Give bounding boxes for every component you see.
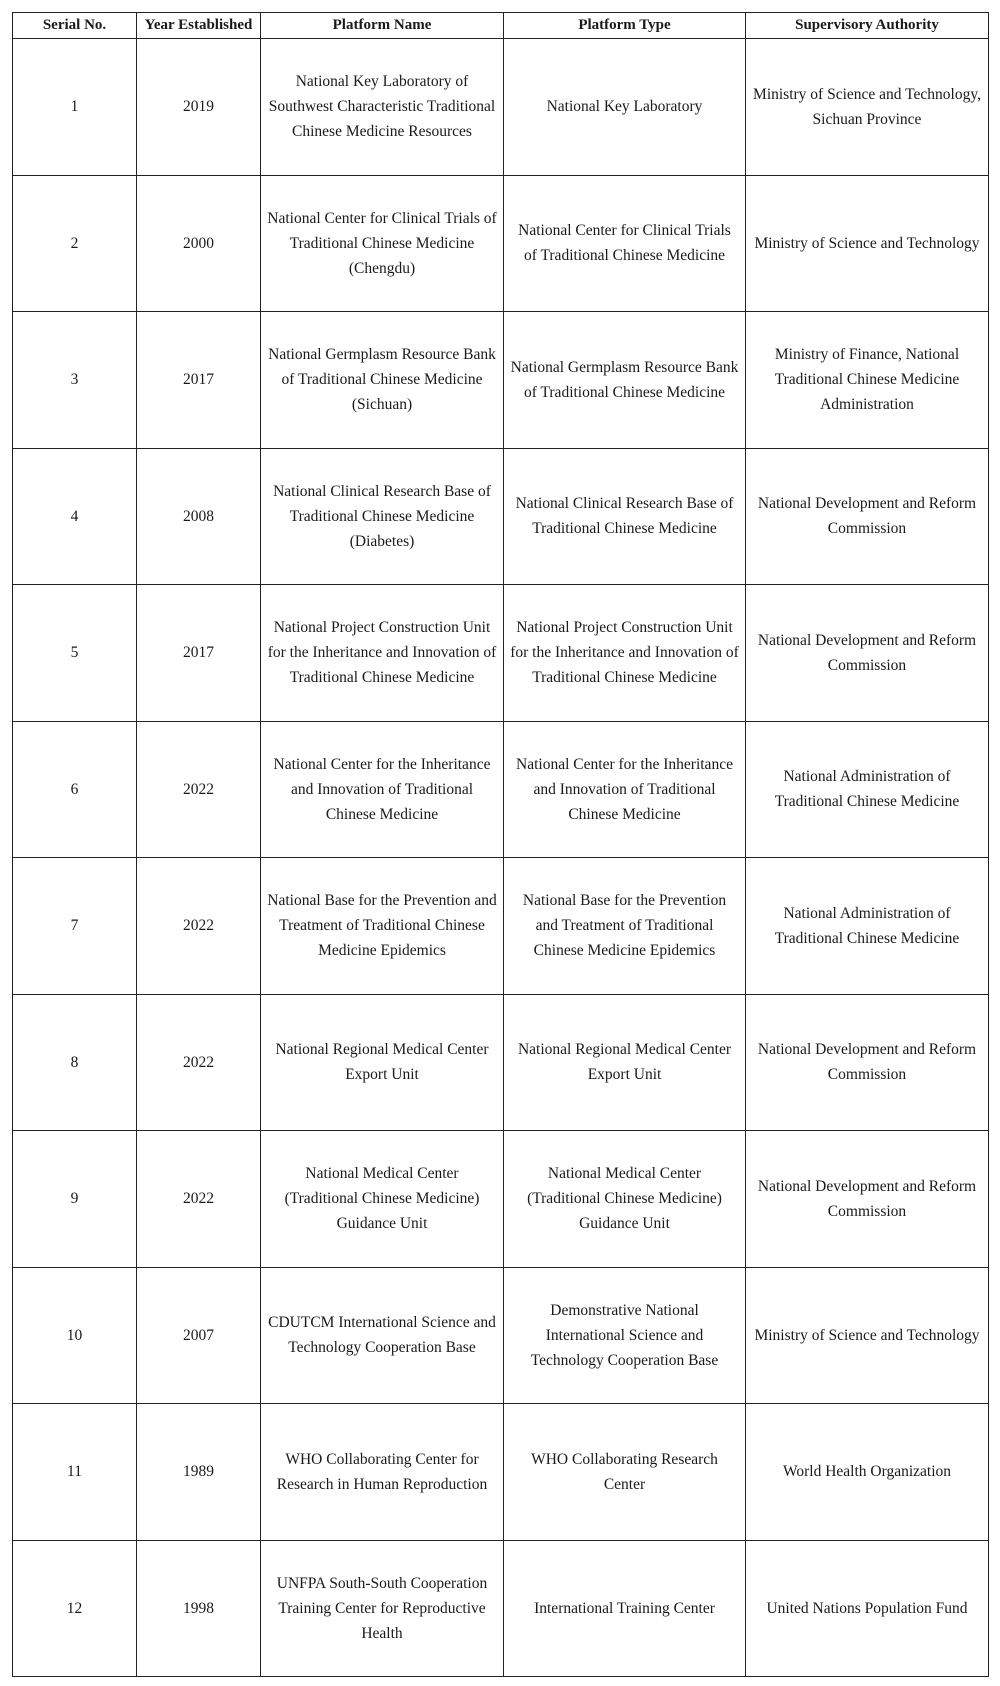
cell-year-established: 2017 [137,312,261,449]
header-row [13,13,989,39]
table-row [13,994,989,1131]
cell-supervisory-authority: National Development and Reform Commission [746,994,989,1131]
cell-supervisory-authority: World Health Organization [746,1404,989,1541]
table-row [13,1267,989,1404]
cell-platform-type: National Clinical Research Base of Traditional Chinese Medicine [504,448,746,585]
table-header [13,13,989,39]
cell-platform-name: CDUTCM International Science and Technology Cooperation Base [261,1267,504,1404]
platforms-table [12,12,989,1677]
cell-platform-name: National Medical Center (Traditional Chinese Medicine) Guidance Unit [261,1131,504,1268]
cell-serial-no: 2 [13,175,137,312]
cell-platform-type: National Germplasm Resource Bank of Traditional Chinese Medicine [504,312,746,449]
cell-supervisory-authority: Ministry of Science and Technology, Sichuan Province [746,39,989,176]
cell-serial-no: 5 [13,585,137,722]
cell-serial-no: 8 [13,994,137,1131]
cell-supervisory-authority: United Nations Population Fund [746,1540,989,1677]
cell-platform-name: WHO Collaborating Center for Research in Human Reproduction [261,1404,504,1541]
cell-supervisory-authority: National Development and Reform Commission [746,1131,989,1268]
header-platform-name: Platform Name [261,13,504,39]
cell-platform-name: National Key Laboratory of Southwest Characteristic Traditional Chinese Medicine Resources [261,39,504,176]
cell-serial-no: 11 [13,1404,137,1541]
cell-platform-name: National Germplasm Resource Bank of Traditional Chinese Medicine (Sichuan) [261,312,504,449]
cell-platform-name: National Center for the Inheritance and Innovation of Traditional Chinese Medicine [261,721,504,858]
cell-year-established: 2019 [137,39,261,176]
cell-platform-type: WHO Collaborating Research Center [504,1404,746,1541]
cell-platform-name: National Clinical Research Base of Traditional Chinese Medicine (Diabetes) [261,448,504,585]
cell-serial-no: 9 [13,1131,137,1268]
table-row [13,39,989,176]
cell-supervisory-authority: Ministry of Finance, National Traditional Chinese Medicine Administration [746,312,989,449]
table-row [13,858,989,995]
cell-serial-no: 3 [13,312,137,449]
cell-platform-type: National Key Laboratory [504,39,746,176]
header-supervisory-authority: Supervisory Authority [746,13,989,39]
table-row [13,175,989,312]
cell-platform-type: National Regional Medical Center Export Unit [504,994,746,1131]
cell-supervisory-authority: Ministry of Science and Technology [746,1267,989,1404]
cell-serial-no: 7 [13,858,137,995]
cell-supervisory-authority: National Administration of Traditional Chinese Medicine [746,858,989,995]
cell-platform-type: National Center for the Inheritance and Innovation of Traditional Chinese Medicine [504,721,746,858]
cell-platform-name: National Center for Clinical Trials of Traditional Chinese Medicine (Chengdu) [261,175,504,312]
cell-platform-type: National Project Construction Unit for the Inheritance and Innovation of Traditional Chinese Medicine [504,585,746,722]
cell-platform-name: National Project Construction Unit for the Inheritance and Innovation of Traditional Chinese Medicine [261,585,504,722]
header-platform-type: Platform Type [504,13,746,39]
cell-year-established: 2000 [137,175,261,312]
header-serial-no: Serial No. [13,13,137,39]
cell-supervisory-authority: National Development and Reform Commission [746,448,989,585]
cell-platform-name: National Base for the Prevention and Treatment of Traditional Chinese Medicine Epidemics [261,858,504,995]
table-row [13,448,989,585]
header-year-established: Year Established [137,13,261,39]
cell-year-established: 2022 [137,721,261,858]
cell-supervisory-authority: National Development and Reform Commission [746,585,989,722]
cell-year-established: 2022 [137,994,261,1131]
cell-serial-no: 10 [13,1267,137,1404]
cell-year-established: 1998 [137,1540,261,1677]
table-row [13,1131,989,1268]
cell-platform-type: National Medical Center (Traditional Chinese Medicine) Guidance Unit [504,1131,746,1268]
cell-year-established: 2022 [137,1131,261,1268]
cell-year-established: 2007 [137,1267,261,1404]
cell-platform-name: National Regional Medical Center Export Unit [261,994,504,1131]
table-row [13,585,989,722]
cell-serial-no: 6 [13,721,137,858]
table-row [13,721,989,858]
cell-platform-type: Demonstrative National International Science and Technology Cooperation Base [504,1267,746,1404]
cell-year-established: 2008 [137,448,261,585]
cell-serial-no: 1 [13,39,137,176]
cell-platform-name: UNFPA South-South Cooperation Training Center for Reproductive Health [261,1540,504,1677]
cell-supervisory-authority: Ministry of Science and Technology [746,175,989,312]
cell-platform-type: International Training Center [504,1540,746,1677]
cell-serial-no: 4 [13,448,137,585]
cell-supervisory-authority: National Administration of Traditional Chinese Medicine [746,721,989,858]
cell-year-established: 2022 [137,858,261,995]
table-row [13,1540,989,1677]
cell-year-established: 1989 [137,1404,261,1541]
table-body [13,39,989,1677]
cell-platform-type: National Center for Clinical Trials of Traditional Chinese Medicine [504,175,746,312]
cell-serial-no: 12 [13,1540,137,1677]
cell-platform-type: National Base for the Prevention and Treatment of Traditional Chinese Medicine Epidemics [504,858,746,995]
table-row [13,1404,989,1541]
table-row [13,312,989,449]
cell-year-established: 2017 [137,585,261,722]
